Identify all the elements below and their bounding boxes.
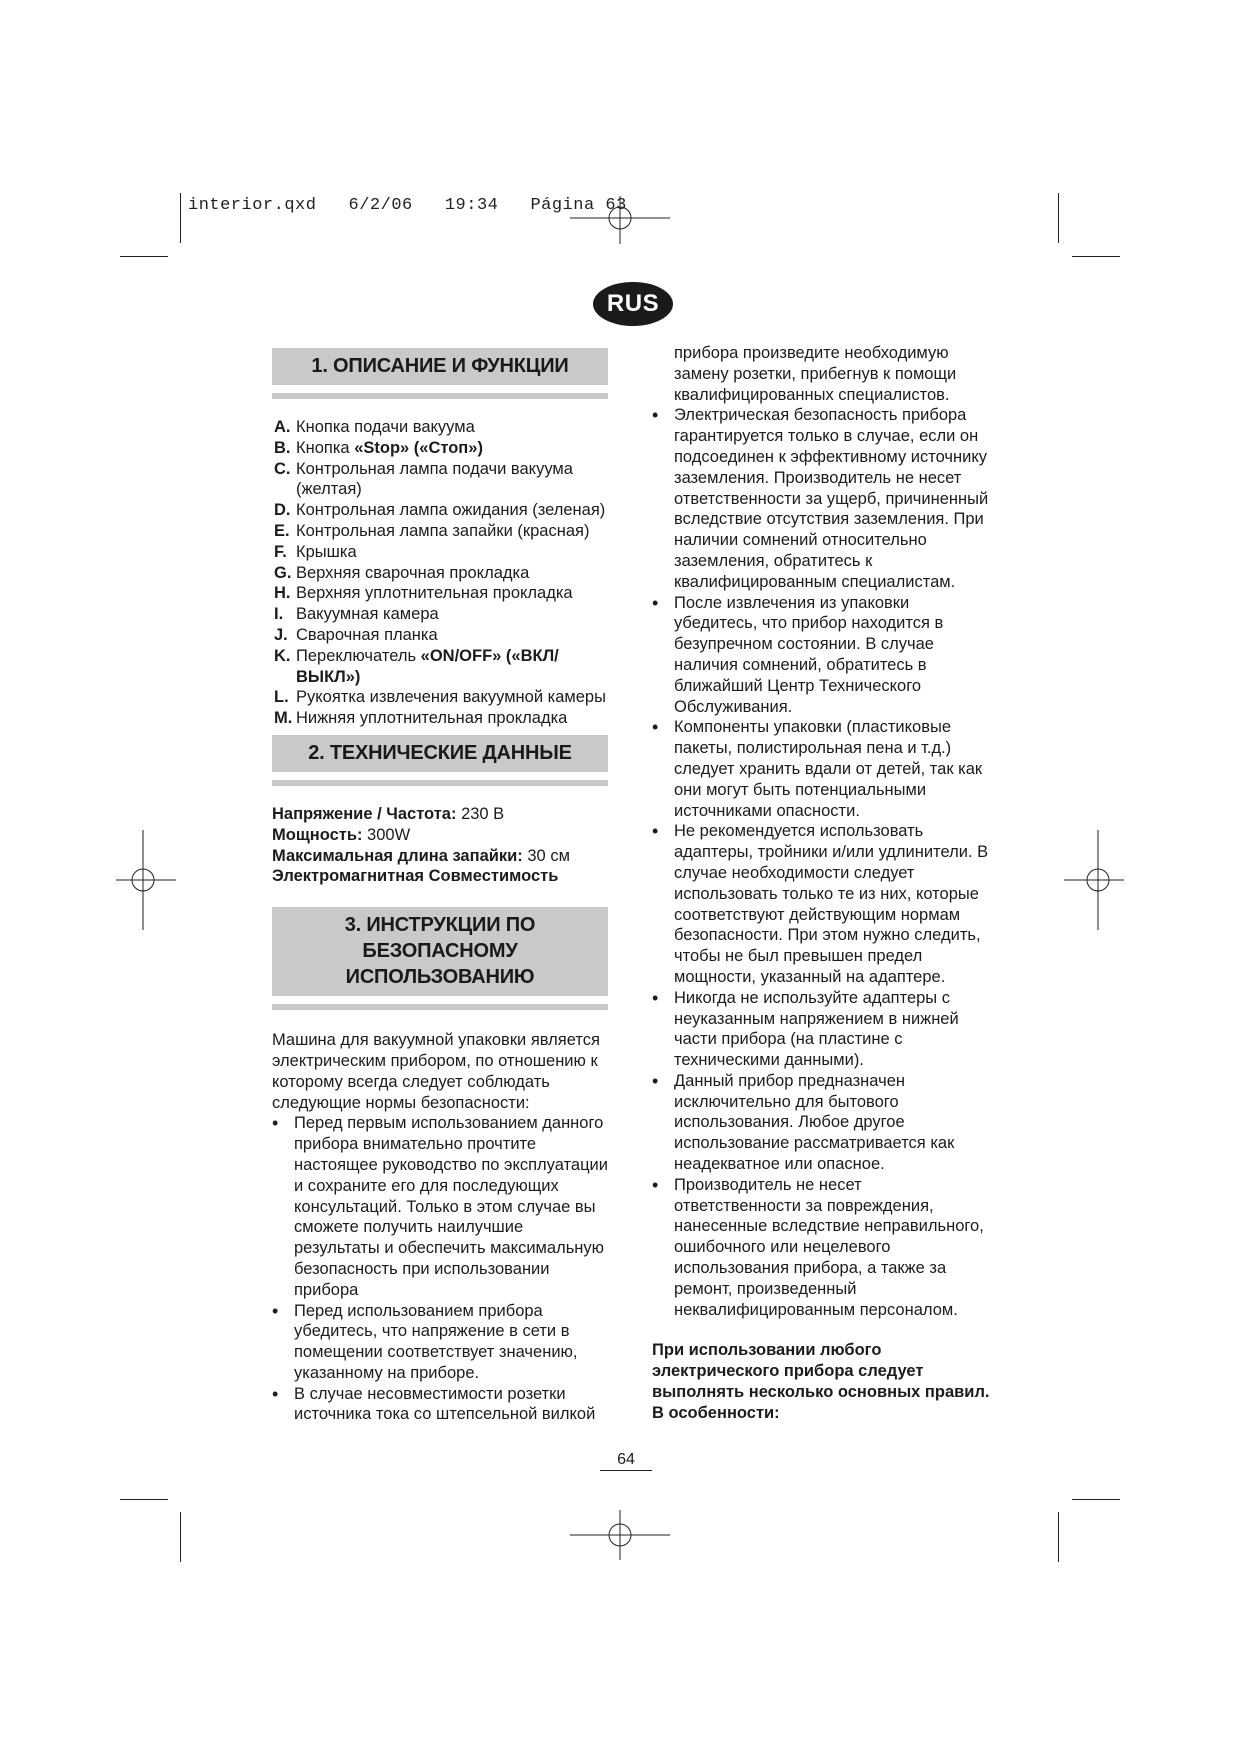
spec-row (272, 804, 608, 825)
parts-item-text: Кнопка подачи вакуума (296, 418, 475, 436)
section3-title-line1: 3. ИНСТРУКЦИИ ПО БЕЗОПАСНОМУ (344, 914, 536, 963)
spec-value: 30 см (522, 846, 570, 865)
parts-item-key: B. (274, 438, 291, 457)
crop-mark (120, 1499, 168, 1500)
parts-item-key: J. (274, 625, 288, 644)
section-divider (272, 393, 608, 399)
spec-value: 300W (362, 825, 411, 844)
parts-list-item (272, 625, 608, 646)
parts-item-key: A. (274, 418, 291, 436)
parts-item-key: L. (274, 688, 289, 707)
registration-mark-left (116, 830, 176, 930)
print-slug: interior.qxd 6/2/06 19:34 Página 63 (188, 196, 627, 215)
parts-item-key: D. (274, 501, 291, 520)
section-divider (272, 1004, 608, 1010)
left-column (272, 348, 608, 1425)
safety-bullet: • Перед первым использованием данного прибора внимательно прочтите настоящее руководство по эксплуатации и сохраните его для последующих консультаций. Только в этом случае вы сможете получить наилучшие результаты и обеспечить максимальную безопасность при использовании прибора (272, 1113, 608, 1300)
parts-list-item (272, 563, 608, 584)
parts-item-text: Верхняя уплотнительная прокладка (296, 584, 573, 603)
parts-item-text: Кнопка (296, 438, 355, 457)
section-divider (272, 780, 608, 786)
safety-intro: Машина для вакуумной упаковки является электрическим прибором, по отношению к которому всегда следует соблюдать следующие нормы безопасности: (272, 1031, 600, 1112)
section3-title-line2: ИСПОЛЬЗОВАНИЮ (345, 966, 535, 989)
parts-item-key: H. (274, 584, 291, 603)
parts-list-item (272, 604, 608, 625)
spec-label: Максимальная длина запайки: (272, 846, 523, 865)
safety-bullet: • Никогда не используйте адаптеры с неуказанным напряжением в нижней части прибора (на пластине с техническими данными). (652, 988, 992, 1071)
spec-row (272, 825, 608, 846)
safety-bullet: • Производитель не несет ответственности за повреждения, нанесенные вследствие неправильного, ошибочного или нецелевого использования прибора, а также за ремонт, произведенный неквалифицированным персоналом. (652, 1175, 992, 1321)
parts-item-text: Крышка (296, 542, 357, 561)
parts-list-item (272, 417, 608, 438)
parts-item-text: Контрольная лампа подачи вакуума (желтая) (296, 459, 573, 499)
language-badge: RUS (593, 282, 673, 326)
safety-bullets-right (652, 405, 992, 1320)
parts-item-text: Контрольная лампа запайки (красная) (296, 521, 590, 540)
parts-item-key: K. (274, 646, 291, 665)
crop-mark (1058, 193, 1059, 243)
spec-row (272, 866, 608, 887)
safety-bullet: • Данный прибор предназначен исключительно для бытового использования. Любое другое использование рассматривается как неадекватное или опасное. (652, 1071, 992, 1175)
safety-bullet: • Перед использованием прибора убедитесь, что напряжение в сети в помещении соответствует значению, указанному на приборе. (272, 1301, 608, 1384)
parts-list (272, 417, 608, 729)
parts-item-key: C. (274, 459, 291, 478)
parts-list-item (272, 542, 608, 563)
safety-bullet: • Компоненты упаковки (пластиковые пакеты, полистирольная пена и т.д.) следует хранить вдали от детей, так как они могут быть потенциальными источниками опасности. (652, 717, 992, 821)
crop-mark (1058, 1512, 1059, 1562)
section3-title (272, 907, 608, 996)
parts-list-item (272, 438, 608, 459)
parts-item-text: Рукоятка извлечения вакуумной камеры (296, 688, 606, 707)
right-column (652, 343, 992, 1424)
parts-item-key: E. (274, 521, 290, 540)
parts-item-key: I. (274, 605, 284, 624)
spec-row (272, 846, 608, 867)
parts-item-text: Контрольная лампа ожидания (зеленая) (296, 501, 606, 520)
registration-mark-right (1064, 830, 1124, 930)
safety-bullet: • В случае несовместимости розетки источника тока со штепсельной вилкой (272, 1384, 608, 1426)
safety-bullet: • После извлечения из упаковки убедитесь, что прибор находится в безупречном состоянии. В случае наличия сомнений, обратитесь в ближайший Центр Технического Обслуживания. (652, 593, 992, 718)
spec-label: Электромагнитная Совместимость (272, 867, 559, 886)
parts-item-key: M. (274, 709, 293, 728)
tech-specs (272, 804, 608, 887)
parts-list-item (272, 646, 608, 688)
registration-mark-bottom (570, 1510, 670, 1560)
parts-item-text: Сварочная планка (296, 625, 438, 644)
parts-item-key: F. (274, 542, 287, 561)
parts-list-item (272, 708, 608, 729)
section2-title: 2. ТЕХНИЧЕСКИЕ ДАННЫЕ (272, 735, 608, 772)
page-number: 64 (600, 1450, 652, 1471)
parts-item-text: Вакуумная камера (296, 605, 439, 624)
parts-list-item (272, 500, 608, 521)
spec-label: Мощность: (272, 825, 363, 844)
spec-value: 230 В (456, 804, 505, 823)
spec-label: Напряжение / Частота: (272, 804, 457, 823)
safety-bullets-left (272, 1113, 608, 1425)
parts-list-item (272, 583, 608, 604)
safety-bullet: • Не рекомендуется использовать адаптеры, тройники и/или удлинители. В случае необходимости следует использовать только те из них, которые соответствуют действующим нормам безопасности. При этом нужно следить, чтобы не был превышен предел мощности, указанный на адаптере. (652, 821, 992, 987)
parts-item-bold: «Stop» («Стоп») (354, 438, 483, 457)
safety-bullet: • Электрическая безопасность прибора гарантируется только в случае, если он подсоединен к эффективному источнику заземления. Производитель не несет ответственности за ущерб, причиненный вследствие отсутствия заземления. При наличии сомнений относительно заземления, обратитесь к квалифицированным специалистам. (652, 405, 992, 592)
bullet-continuation: прибора произведите необходимую замену розетки, прибегнув к помощи квалифицированных специалистов. (674, 344, 957, 404)
parts-list-item (272, 687, 608, 708)
parts-item-bold: «ON/OFF» («ВКЛ/ВЫКЛ») (296, 646, 559, 686)
crop-mark (180, 1512, 181, 1562)
parts-list-item (272, 459, 608, 501)
closing-note: При использовании любого электрического прибора следует выполнять несколько основных правил. В особенности: (652, 1341, 990, 1422)
section1-title: 1. ОПИСАНИЕ И ФУНКЦИИ (272, 348, 608, 385)
parts-list-item (272, 521, 608, 542)
crop-mark (120, 256, 168, 257)
crop-mark (180, 193, 181, 243)
parts-item-text: Переключатель (296, 646, 421, 665)
crop-mark (1072, 256, 1120, 257)
parts-item-text: Верхняя сварочная прокладка (296, 563, 530, 582)
parts-item-key: G. (274, 563, 292, 582)
crop-mark (1072, 1499, 1120, 1500)
parts-item-text: Нижняя уплотнительная прокладка (296, 709, 568, 728)
